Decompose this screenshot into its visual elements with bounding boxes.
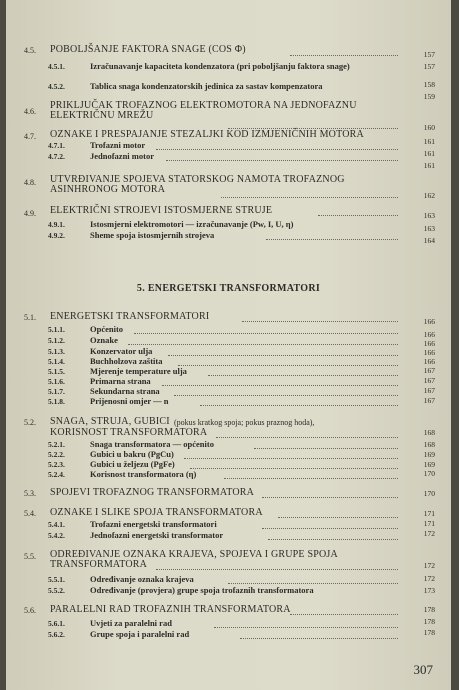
subsection-title: Sheme spoja istosmjernih strojeva — [90, 230, 215, 240]
subsection-number: 4.9.1. — [48, 220, 65, 229]
chapter-heading: 5. ENERGETSKI TRANSFORMATORI — [136, 283, 321, 294]
leader-dots — [228, 582, 398, 584]
page-ref: 167 — [423, 386, 435, 395]
page-ref: 169 — [423, 460, 435, 469]
leader-dots — [221, 196, 398, 198]
page-ref: 163 — [423, 224, 435, 233]
section-number: 5.5. — [24, 552, 36, 561]
page-ref: 166 — [423, 348, 435, 357]
subsection-number: 4.9.2. — [48, 231, 65, 240]
leader-dots — [156, 568, 398, 570]
section-title: PARALELNI RAD TROFAZNIH TRANSFORMATORA — [50, 604, 291, 615]
subsection-title: Buchholzova zaštita — [90, 356, 163, 366]
subsection-number: 5.1.2. — [48, 336, 65, 345]
leader-dots — [278, 516, 398, 518]
section-number: 5.1. — [24, 313, 36, 322]
leader-dots — [156, 148, 398, 150]
subsection-title: Određivanje (provjera) grupe spoja trofaznih transformatora — [90, 585, 314, 595]
page-ref: 178 — [423, 605, 435, 614]
leader-dots — [290, 54, 398, 56]
page-ref: 167 — [423, 396, 435, 405]
subsection-number: 4.7.1. — [48, 141, 65, 150]
leader-dots — [184, 457, 398, 459]
leader-dots — [266, 238, 398, 240]
section-number: 5.2. — [24, 418, 36, 427]
subsection-number: 5.2.2. — [48, 450, 65, 459]
page-ref: 166 — [423, 339, 435, 348]
leader-dots — [216, 436, 398, 438]
page-ref: 164 — [423, 236, 435, 245]
page-ref: 169 — [423, 450, 435, 459]
leader-dots — [166, 159, 398, 161]
page-ref: 161 — [423, 137, 435, 146]
subsection-number: 5.1.6. — [48, 377, 65, 386]
subsection-number: 5.4.1. — [48, 520, 65, 529]
subsection-title: Određivanje oznaka krajeva — [90, 574, 194, 584]
leader-dots — [262, 496, 398, 498]
subsection-title: Grupe spoja i paralelni rad — [90, 629, 190, 639]
page-ref: 167 — [423, 366, 435, 375]
leader-dots — [240, 637, 398, 639]
section-title: POBOLJŠANJE FAKTORA SNAGE (COS Φ) — [50, 44, 246, 55]
subsection-title: Uvjeti za paralelni rad — [90, 618, 172, 628]
section-number: 5.4. — [24, 509, 36, 518]
subsection-title: Istosmjerni elektromotori — izračunavanje (Pw, I, U, η) — [90, 219, 294, 229]
leader-dots — [162, 384, 398, 386]
page-ref: 171 — [423, 509, 435, 518]
subsection-title: Sekundarna strana — [90, 386, 160, 396]
section-number: 4.8. — [24, 178, 36, 187]
page-ref: 168 — [423, 428, 435, 437]
subsection-title: Gubici u željezu (PgFe) — [90, 459, 175, 469]
subsection-number: 5.1.7. — [48, 387, 65, 396]
page-ref: 170 — [423, 489, 435, 498]
page-number: 307 — [413, 662, 433, 677]
leader-dots — [268, 538, 398, 540]
section-title: ODREĐIVANJE OZNAKA KRAJEVA, SPOJEVA I GRUPE SPOJA TRANSFORMATORA — [50, 549, 338, 570]
subsection-number: 5.6.2. — [48, 630, 65, 639]
subsection-title: Općenito — [90, 324, 124, 334]
subsection-title: Trofazni energetski transformatori — [90, 519, 217, 529]
page-ref: 172 — [423, 561, 435, 570]
section-title: ELEKTRIČNI STROJEVI ISTOSMJERNE STRUJE — [50, 205, 273, 216]
page-ref: 161 — [423, 149, 435, 158]
subsection-number: 5.5.1. — [48, 575, 65, 584]
section-title: OZNAKE I SLIKE SPOJA TRANSFORMATORA — [50, 507, 263, 518]
leader-dots — [224, 477, 398, 479]
subsection-number: 4.7.2. — [48, 152, 65, 161]
page-ref: 168 — [423, 440, 435, 449]
subsection-title: Mjerenje temperature ulja — [90, 366, 187, 376]
page-ref: 166 — [423, 317, 435, 326]
leader-dots — [200, 404, 398, 406]
leader-dots — [318, 214, 398, 216]
page-ref: 158 — [423, 80, 435, 89]
subsection-number: 5.1.3. — [48, 347, 65, 356]
page-ref: 161 — [423, 161, 435, 170]
section-number: 5.6. — [24, 606, 36, 615]
page-ref: 173 — [423, 586, 435, 595]
leader-dots — [290, 613, 398, 615]
subsection-number: 5.4.2. — [48, 531, 65, 540]
subsection-title: Konzervator ulja — [90, 346, 153, 356]
page-ref: 178 — [423, 617, 435, 626]
subsection-number: 5.2.4. — [48, 470, 65, 479]
page-ref: 167 — [423, 376, 435, 385]
page-ref: 171 — [423, 519, 435, 528]
section-title: SPOJEVI TROFAZNOG TRANSFORMATORA — [50, 487, 255, 498]
subsection-number: 4.5.1. — [48, 62, 65, 71]
subsection-title: Oznake — [90, 335, 118, 345]
page-ref: 157 — [423, 62, 435, 71]
page-ref: 160 — [423, 123, 435, 132]
page-ref: 166 — [423, 330, 435, 339]
leader-dots — [208, 374, 398, 376]
section-number: 4.5. — [24, 46, 36, 55]
section-title: ENERGETSKI TRANSFORMATORI — [50, 311, 210, 322]
subsection-title: Tablica snaga kondenzatorskih jedinica za sastav kompenzatora — [90, 81, 323, 91]
page-ref: 178 — [423, 628, 435, 637]
section-number: 4.6. — [24, 107, 36, 116]
subsection-title: Jednofazni energetski transformator — [90, 530, 224, 540]
subsection-number: 5.1.4. — [48, 357, 65, 366]
subsection-number: 5.2.1. — [48, 440, 65, 449]
section-title: SNAGA, STRUJA, GUBICI — [50, 416, 170, 427]
leader-dots — [174, 394, 398, 396]
subsection-title: Trofazni motor — [90, 140, 146, 150]
section-title-note: (pokus kratkog spoja; pokus praznog hoda), — [174, 418, 315, 427]
section-title: PRIKLJUČAK TROFAZNOG ELEKTROMOTORA NA JEDNOFAZNU ELEKTRIČNU MREŽU — [50, 100, 357, 121]
subsection-number: 5.1.1. — [48, 325, 65, 334]
leader-dots — [178, 364, 398, 366]
subsection-title: Gubici u bakru (PgCu) — [90, 449, 174, 459]
page-ref: 166 — [423, 357, 435, 366]
leader-dots — [190, 467, 398, 469]
subsection-title: Prijenosni omjer — n — [90, 396, 169, 406]
subsection-title: Izračunavanje kapaciteta kondenzatora (pri poboljšanju faktora snage) — [90, 61, 350, 71]
subsection-number: 5.2.3. — [48, 460, 65, 469]
leader-dots — [214, 626, 398, 628]
subsection-number: 4.5.2. — [48, 82, 65, 91]
section-number: 5.3. — [24, 489, 36, 498]
page-ref: 163 — [423, 211, 435, 220]
subsection-number: 5.5.2. — [48, 586, 65, 595]
section-number: 4.9. — [24, 209, 36, 218]
book-page — [6, 0, 451, 690]
page-ref: 162 — [423, 191, 435, 200]
page-ref: 170 — [423, 469, 435, 478]
subsection-title: Jednofazni motor — [90, 151, 154, 161]
leader-dots — [168, 354, 398, 356]
page-ref: 157 — [423, 50, 435, 59]
section-title-continued: KORISNOST TRANSFORMATORA — [50, 427, 208, 438]
subsection-number: 5.6.1. — [48, 619, 65, 628]
subsection-title: Primarna strana — [90, 376, 151, 386]
leader-dots — [262, 527, 398, 529]
subsection-title: Snaga transformatora — općenito — [90, 439, 214, 449]
subsection-title: Korisnost transformatora (η) — [90, 469, 197, 479]
page-ref: 172 — [423, 574, 435, 583]
subsection-number: 5.1.5. — [48, 367, 65, 376]
section-title: UTVRĐIVANJE SPOJEVA STATORSKOG NAMOTA TROFAZNOG ASINHRONOG MOTORA — [50, 174, 345, 195]
leader-dots — [254, 447, 398, 449]
page-ref: 159 — [423, 92, 435, 101]
leader-dots — [134, 332, 398, 334]
section-title: OZNAKE I PRESPAJANJE STEZALJKI KOD IZMJENIČNIH MOTORA — [50, 129, 364, 140]
section-number: 4.7. — [24, 132, 36, 141]
page-ref: 172 — [423, 529, 435, 538]
leader-dots — [242, 320, 398, 322]
leader-dots — [128, 343, 398, 345]
subsection-number: 5.1.8. — [48, 397, 65, 406]
